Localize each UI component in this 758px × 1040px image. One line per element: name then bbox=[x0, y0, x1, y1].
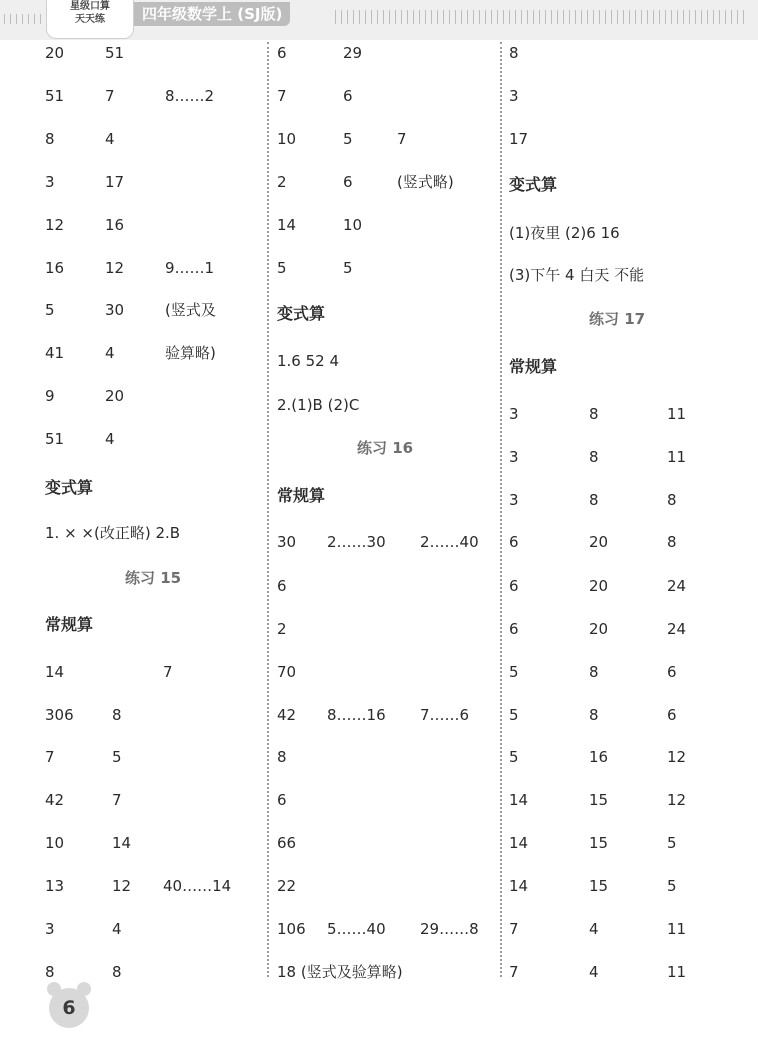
answer-cell: 14 bbox=[509, 791, 529, 809]
answer-row bbox=[509, 530, 758, 554]
answer-row bbox=[45, 41, 295, 65]
answer-cell: 7 bbox=[277, 87, 287, 105]
variant-answer-1: 1.6 52 4 bbox=[277, 352, 340, 370]
answer-cell: 20 bbox=[45, 44, 65, 62]
answer-cell: 8 bbox=[45, 963, 55, 981]
answer-cell: 306 bbox=[45, 706, 74, 724]
answer-row bbox=[509, 874, 758, 898]
answer-row bbox=[45, 703, 295, 727]
variant-answers: 1. × ×(改正略) 2.B bbox=[45, 524, 181, 542]
answer-cell: 5 bbox=[667, 834, 677, 852]
answer-row bbox=[45, 256, 295, 280]
answer-cell: 8 bbox=[589, 706, 599, 724]
answer-row bbox=[45, 427, 295, 451]
answer-row bbox=[45, 874, 295, 898]
answer-row bbox=[45, 170, 295, 194]
answer-cell: 7 bbox=[45, 748, 55, 766]
answer-cell: 11 bbox=[667, 920, 687, 938]
answer-row bbox=[45, 341, 295, 365]
answer-cell: 20 bbox=[589, 620, 609, 638]
answer-row bbox=[45, 213, 295, 237]
ruler-decoration-left bbox=[4, 14, 42, 24]
answer-cell: 5 bbox=[343, 259, 353, 277]
answer-row bbox=[45, 831, 295, 855]
answer-cell: 4 bbox=[589, 920, 599, 938]
answer-cell: 11 bbox=[667, 448, 687, 466]
answer-cell: 5 bbox=[277, 259, 287, 277]
answer-cell: 7 bbox=[509, 963, 519, 981]
answer-row bbox=[509, 917, 758, 941]
answer-row bbox=[277, 703, 527, 727]
answer-cell: 12 bbox=[105, 259, 125, 277]
ruler-decoration bbox=[335, 10, 745, 24]
section-heading-variant: 变式算 bbox=[45, 478, 94, 497]
answer-row bbox=[45, 917, 295, 941]
answer-cell: 16 bbox=[105, 216, 125, 234]
answer-cell: 6 bbox=[277, 577, 287, 595]
answer-cell: 8 bbox=[112, 706, 122, 724]
answer-cell: 7 bbox=[105, 87, 115, 105]
answer-row-last: 18 (竖式及验算略) bbox=[277, 963, 403, 981]
logo-line-2: 天天练 bbox=[75, 14, 105, 25]
answer-cell: 6 bbox=[343, 173, 353, 191]
answer-cell: 20 bbox=[589, 577, 609, 595]
answer-row bbox=[277, 530, 527, 554]
answer-cell: 8 bbox=[589, 405, 599, 423]
answer-cell: 7 bbox=[397, 130, 407, 148]
answer-cell: 6 bbox=[667, 706, 677, 724]
answer-cell: 11 bbox=[667, 963, 687, 981]
answer-cell: 8 bbox=[112, 963, 122, 981]
answer-cell: 4 bbox=[589, 963, 599, 981]
answer-cell: 6 bbox=[509, 620, 519, 638]
answer-cell: 8 bbox=[589, 491, 599, 509]
answer-cell: 14 bbox=[509, 834, 529, 852]
answer-cell: 12 bbox=[667, 791, 687, 809]
answer-cell: 16 bbox=[45, 259, 65, 277]
answer-cell: 8 bbox=[667, 533, 677, 551]
answer-cell: 42 bbox=[45, 791, 65, 809]
answer-cell: 51 bbox=[45, 87, 65, 105]
answer-row bbox=[277, 917, 527, 941]
answer-cell: 2……40 bbox=[420, 533, 479, 551]
exercise-title: 练习 16 bbox=[357, 439, 414, 457]
book-title: 四年级数学上 (SJ版) bbox=[134, 2, 290, 26]
answer-row bbox=[277, 788, 527, 812]
answer-cell: 7……6 bbox=[420, 706, 470, 724]
answer-row bbox=[509, 831, 758, 855]
answer-row bbox=[277, 41, 527, 65]
page-number-badge bbox=[49, 988, 89, 1028]
answer-row bbox=[509, 788, 758, 812]
answer-row bbox=[45, 127, 295, 151]
answer-cell: 9 bbox=[45, 387, 55, 405]
answer-row bbox=[45, 660, 295, 684]
section-heading-regular: 常规算 bbox=[45, 615, 94, 634]
answer-cell: 15 bbox=[589, 834, 609, 852]
answer-cell: 4 bbox=[105, 344, 115, 362]
page-number: 6 bbox=[62, 997, 76, 1019]
answer-cell: 5 bbox=[45, 301, 55, 319]
answer-cell: (竖式及 bbox=[165, 301, 216, 319]
section-heading-regular: 常规算 bbox=[277, 486, 326, 505]
answer-cell: 24 bbox=[667, 577, 687, 595]
answer-cell: 17 bbox=[509, 130, 529, 148]
answer-row bbox=[45, 384, 295, 408]
answer-cell: 6 bbox=[509, 577, 519, 595]
answer-cell: 12 bbox=[667, 748, 687, 766]
section-heading-variant: 变式算 bbox=[509, 175, 558, 194]
answer-row bbox=[509, 402, 758, 426]
answer-cell: 51 bbox=[45, 430, 65, 448]
answer-cell: 14 bbox=[45, 663, 65, 681]
answer-cell: 30 bbox=[277, 533, 297, 551]
answer-cell: 12 bbox=[45, 216, 65, 234]
answer-cell: 4 bbox=[112, 920, 122, 938]
answer-row bbox=[509, 574, 758, 598]
answer-cell: 7 bbox=[112, 791, 122, 809]
logo-line-1: 星级口算 bbox=[70, 1, 110, 12]
answer-cell: 8 bbox=[589, 448, 599, 466]
answer-row bbox=[277, 745, 527, 769]
answer-cell: 5 bbox=[509, 706, 519, 724]
section-heading-regular: 常规算 bbox=[509, 357, 558, 376]
answer-cell: 5……40 bbox=[327, 920, 386, 938]
answer-cell: 20 bbox=[589, 533, 609, 551]
answer-row bbox=[45, 298, 295, 322]
answer-cell: 14 bbox=[509, 877, 529, 895]
answer-cell: 51 bbox=[105, 44, 125, 62]
answer-cell: 8……2 bbox=[165, 87, 215, 105]
answer-cell: 106 bbox=[277, 920, 306, 938]
section-heading-variant: 变式算 bbox=[277, 304, 326, 323]
answer-cell: 2 bbox=[277, 173, 287, 191]
answer-row bbox=[45, 745, 295, 769]
variant-answer-1: (1)夜里 (2)6 16 bbox=[509, 224, 620, 242]
answer-cell: 41 bbox=[45, 344, 65, 362]
answer-cell: 8 bbox=[277, 748, 287, 766]
variant-answer-2: (3)下午 4 白天 不能 bbox=[509, 266, 645, 284]
answer-cell: 10 bbox=[277, 130, 297, 148]
answer-cell: 验算略) bbox=[165, 344, 216, 362]
answer-cell: 10 bbox=[343, 216, 363, 234]
exercise-title: 练习 15 bbox=[125, 569, 182, 587]
answer-row bbox=[509, 445, 758, 469]
answer-cell: 40……14 bbox=[163, 877, 232, 895]
answer-cell: 6 bbox=[277, 791, 287, 809]
answer-cell: 3 bbox=[45, 920, 55, 938]
answer-cell: 8 bbox=[667, 491, 677, 509]
answer-cell: 5 bbox=[667, 877, 677, 895]
answer-row bbox=[277, 660, 527, 684]
page-header bbox=[0, 0, 758, 40]
answer-cell: (竖式略) bbox=[397, 173, 454, 191]
answer-row bbox=[45, 788, 295, 812]
answer-cell: 12 bbox=[112, 877, 132, 895]
answer-cell: 14 bbox=[112, 834, 132, 852]
answer-cell: 5 bbox=[343, 130, 353, 148]
answer-row bbox=[509, 617, 758, 641]
answer-row bbox=[277, 874, 527, 898]
answer-cell: 8 bbox=[589, 663, 599, 681]
answer-cell: 29……8 bbox=[420, 920, 479, 938]
answer-cell: 15 bbox=[589, 791, 609, 809]
answer-row bbox=[277, 617, 527, 641]
answer-row bbox=[277, 127, 527, 151]
answer-cell: 5 bbox=[112, 748, 122, 766]
answer-cell: 11 bbox=[667, 405, 687, 423]
answer-cell: 7 bbox=[509, 920, 519, 938]
answer-row bbox=[277, 84, 527, 108]
answer-row bbox=[45, 84, 295, 108]
answer-row bbox=[509, 960, 758, 984]
answer-cell: 4 bbox=[105, 430, 115, 448]
answer-cell: 8 bbox=[45, 130, 55, 148]
answer-row bbox=[277, 170, 527, 194]
answer-cell: 17 bbox=[105, 173, 125, 191]
answer-cell: 15 bbox=[589, 877, 609, 895]
exercise-title: 练习 17 bbox=[589, 310, 646, 328]
answer-cell: 2……30 bbox=[327, 533, 386, 551]
answer-row bbox=[509, 703, 758, 727]
answer-cell: 42 bbox=[277, 706, 297, 724]
answer-cell: 22 bbox=[277, 877, 297, 895]
answer-cell: 6 bbox=[509, 533, 519, 551]
answer-cell: 5 bbox=[509, 748, 519, 766]
answer-cell: 8 bbox=[509, 44, 519, 62]
answer-cell: 20 bbox=[105, 387, 125, 405]
series-logo bbox=[46, 0, 134, 39]
answer-cell: 14 bbox=[277, 216, 297, 234]
answer-row bbox=[277, 213, 527, 237]
answer-row bbox=[277, 256, 527, 280]
answer-row bbox=[509, 745, 758, 769]
answer-cell: 7 bbox=[163, 663, 173, 681]
answer-row bbox=[509, 488, 758, 512]
answer-cell: 70 bbox=[277, 663, 297, 681]
answer-cell: 3 bbox=[509, 491, 519, 509]
answer-row bbox=[45, 960, 295, 984]
answer-cell: 3 bbox=[509, 448, 519, 466]
answer-cell: 3 bbox=[45, 173, 55, 191]
answer-cell: 3 bbox=[509, 405, 519, 423]
answer-cell: 2 bbox=[277, 620, 287, 638]
answer-cell: 6 bbox=[667, 663, 677, 681]
answer-cell: 10 bbox=[45, 834, 65, 852]
answer-cell: 29 bbox=[343, 44, 363, 62]
answer-cell: 6 bbox=[277, 44, 287, 62]
answer-cell: 5 bbox=[509, 663, 519, 681]
answer-cell: 13 bbox=[45, 877, 65, 895]
answer-row bbox=[509, 660, 758, 684]
answer-cell: 24 bbox=[667, 620, 687, 638]
answer-cell: 9……1 bbox=[165, 259, 215, 277]
answer-row bbox=[277, 574, 527, 598]
answer-cell: 66 bbox=[277, 834, 297, 852]
answer-cell: 8……16 bbox=[327, 706, 386, 724]
answer-cell: 16 bbox=[589, 748, 609, 766]
answer-row bbox=[277, 831, 527, 855]
answer-cell: 3 bbox=[509, 87, 519, 105]
answer-cell: 4 bbox=[105, 130, 115, 148]
answer-cell: 30 bbox=[105, 301, 125, 319]
variant-answer-2: 2.(1)B (2)C bbox=[277, 396, 360, 414]
answer-cell: 6 bbox=[343, 87, 353, 105]
